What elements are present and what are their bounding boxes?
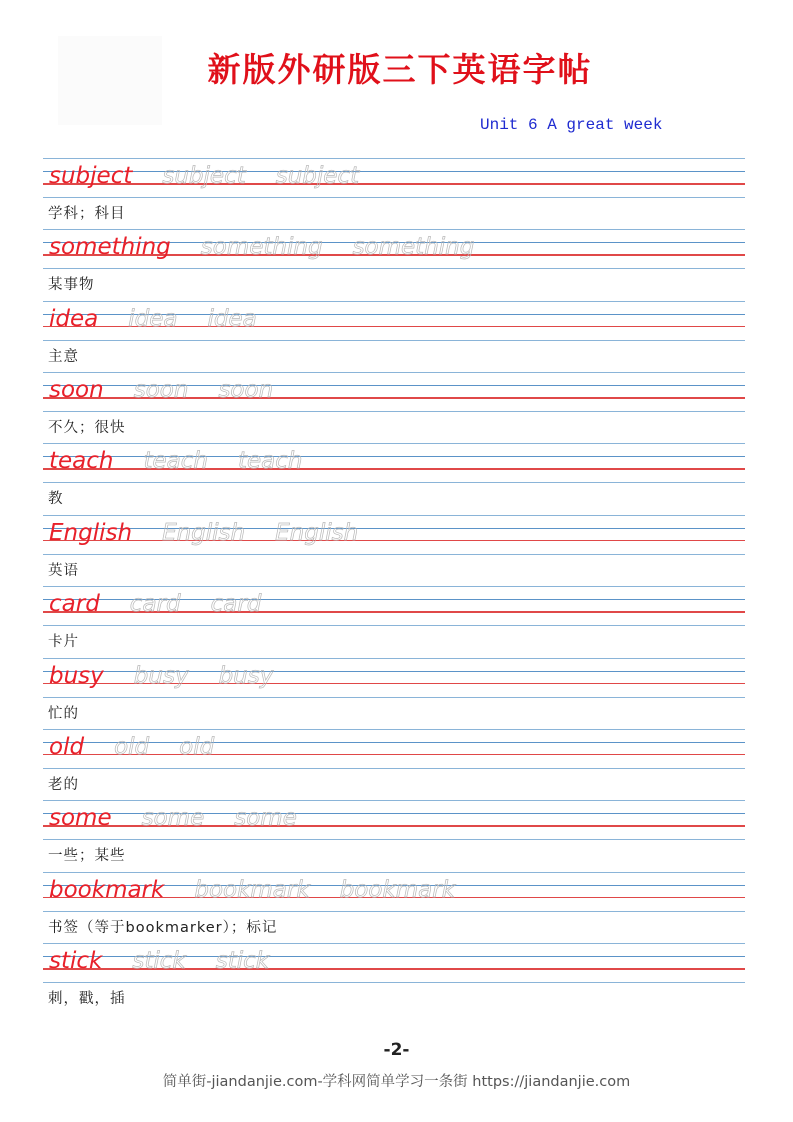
model-word: idea bbox=[49, 305, 99, 332]
word-entry bbox=[43, 443, 745, 515]
word-meaning: 刺，戳，插 bbox=[48, 991, 126, 1007]
practice-words bbox=[49, 303, 287, 333]
guide-line-top bbox=[43, 943, 745, 944]
model-word: soon bbox=[49, 377, 104, 404]
trace-word: subject bbox=[275, 163, 360, 189]
word-meaning: 某事物 bbox=[48, 277, 95, 294]
guide-line-top bbox=[43, 301, 745, 302]
practice-words bbox=[49, 374, 303, 404]
model-word: stick bbox=[49, 948, 103, 974]
trace-word: subject bbox=[162, 163, 246, 189]
model-word: English bbox=[49, 519, 133, 546]
practice-words bbox=[49, 660, 303, 690]
trace-word: some bbox=[234, 805, 297, 832]
guide-line-top bbox=[43, 658, 745, 659]
guide-line-top bbox=[43, 158, 745, 159]
trace-word: bookmark bbox=[194, 876, 310, 903]
word-entry bbox=[43, 158, 745, 230]
guide-line-bottom bbox=[43, 411, 745, 412]
practice-words bbox=[49, 731, 244, 761]
guide-line-bottom bbox=[43, 911, 745, 912]
trace-word: bookmark bbox=[339, 876, 456, 903]
trace-word: busy bbox=[133, 662, 189, 689]
trace-word: busy bbox=[218, 662, 274, 689]
guide-line-top bbox=[43, 443, 745, 444]
page-number: -2- bbox=[383, 1040, 410, 1060]
trace-word: old bbox=[114, 733, 150, 760]
practice-words bbox=[49, 874, 485, 904]
practice-words bbox=[49, 802, 327, 832]
trace-word: old bbox=[179, 733, 215, 760]
trace-word: card bbox=[129, 591, 181, 618]
word-meaning: 不久；很快 bbox=[48, 420, 126, 437]
word-meaning: 书签（等于bookmarker）；标记 bbox=[48, 919, 278, 936]
model-word: bookmark bbox=[49, 876, 165, 903]
word-entry bbox=[43, 800, 745, 872]
trace-word: teach bbox=[143, 448, 208, 475]
guide-line-top bbox=[43, 800, 745, 801]
guide-line-bottom bbox=[43, 554, 745, 555]
guide-line-bottom bbox=[43, 340, 745, 341]
guide-line-bottom bbox=[43, 197, 745, 198]
guide-line-top bbox=[43, 729, 745, 730]
guide-line-top bbox=[43, 872, 745, 873]
model-word: some bbox=[49, 805, 112, 832]
guide-line-bottom bbox=[43, 268, 745, 269]
guide-line-bottom bbox=[43, 839, 745, 840]
word-meaning: 一些；某些 bbox=[48, 848, 126, 865]
word-entry bbox=[43, 515, 745, 587]
word-meaning: 忙的 bbox=[48, 705, 79, 722]
trace-word: some bbox=[141, 805, 205, 832]
model-word: busy bbox=[49, 662, 104, 689]
trace-word: English bbox=[275, 519, 359, 546]
guide-line-bottom bbox=[43, 982, 745, 983]
model-word: old bbox=[49, 733, 85, 760]
trace-word: idea bbox=[207, 305, 257, 332]
word-entry bbox=[43, 372, 745, 444]
trace-word: stick bbox=[132, 948, 186, 974]
trace-word: something bbox=[200, 234, 323, 261]
guide-line-bottom bbox=[43, 697, 745, 698]
footer-source: 简单街-jiandanjie.com-学科网简单学习一条街 https://jiandanjie.com bbox=[162, 1074, 631, 1090]
practice-words bbox=[49, 160, 389, 190]
word-meaning: 教 bbox=[48, 491, 64, 508]
guide-line-top bbox=[43, 586, 745, 587]
guide-line-bottom bbox=[43, 625, 745, 626]
model-word: something bbox=[49, 234, 171, 261]
guide-line-bottom bbox=[43, 768, 745, 769]
word-meaning: 老的 bbox=[48, 776, 79, 793]
word-entry bbox=[43, 658, 745, 730]
model-word: subject bbox=[49, 163, 133, 189]
practice-words bbox=[49, 445, 333, 475]
page-title: 新版外研版三下英语字帖 bbox=[207, 50, 593, 89]
guide-line-top bbox=[43, 515, 745, 516]
guide-line-bottom bbox=[43, 482, 745, 483]
word-meaning: 卡片 bbox=[48, 634, 79, 651]
trace-word: soon bbox=[133, 377, 189, 404]
word-entry bbox=[43, 586, 745, 658]
trace-word: soon bbox=[218, 377, 274, 404]
trace-word: English bbox=[162, 519, 246, 546]
trace-word: idea bbox=[128, 305, 178, 332]
logo-placeholder bbox=[58, 36, 162, 125]
guide-line-top bbox=[43, 372, 745, 373]
unit-subtitle: Unit 6 A great week bbox=[480, 116, 663, 134]
trace-word: card bbox=[210, 591, 262, 618]
trace-word: something bbox=[352, 234, 475, 261]
trace-word: stick bbox=[215, 948, 270, 974]
word-meaning: 主意 bbox=[48, 348, 79, 365]
word-meaning: 学科；科目 bbox=[48, 206, 126, 222]
word-entry bbox=[43, 301, 745, 373]
practice-words bbox=[49, 517, 388, 547]
word-entry bbox=[43, 872, 745, 944]
practice-words bbox=[49, 945, 299, 975]
trace-word: teach bbox=[238, 448, 303, 475]
practice-words bbox=[49, 588, 291, 618]
word-meaning: 英语 bbox=[48, 562, 79, 579]
practice-words bbox=[49, 231, 504, 261]
model-word: card bbox=[49, 591, 100, 618]
word-entry bbox=[43, 729, 745, 801]
model-word: teach bbox=[49, 448, 114, 475]
word-entry bbox=[43, 229, 745, 301]
guide-line-top bbox=[43, 229, 745, 230]
word-entry bbox=[43, 943, 745, 1015]
